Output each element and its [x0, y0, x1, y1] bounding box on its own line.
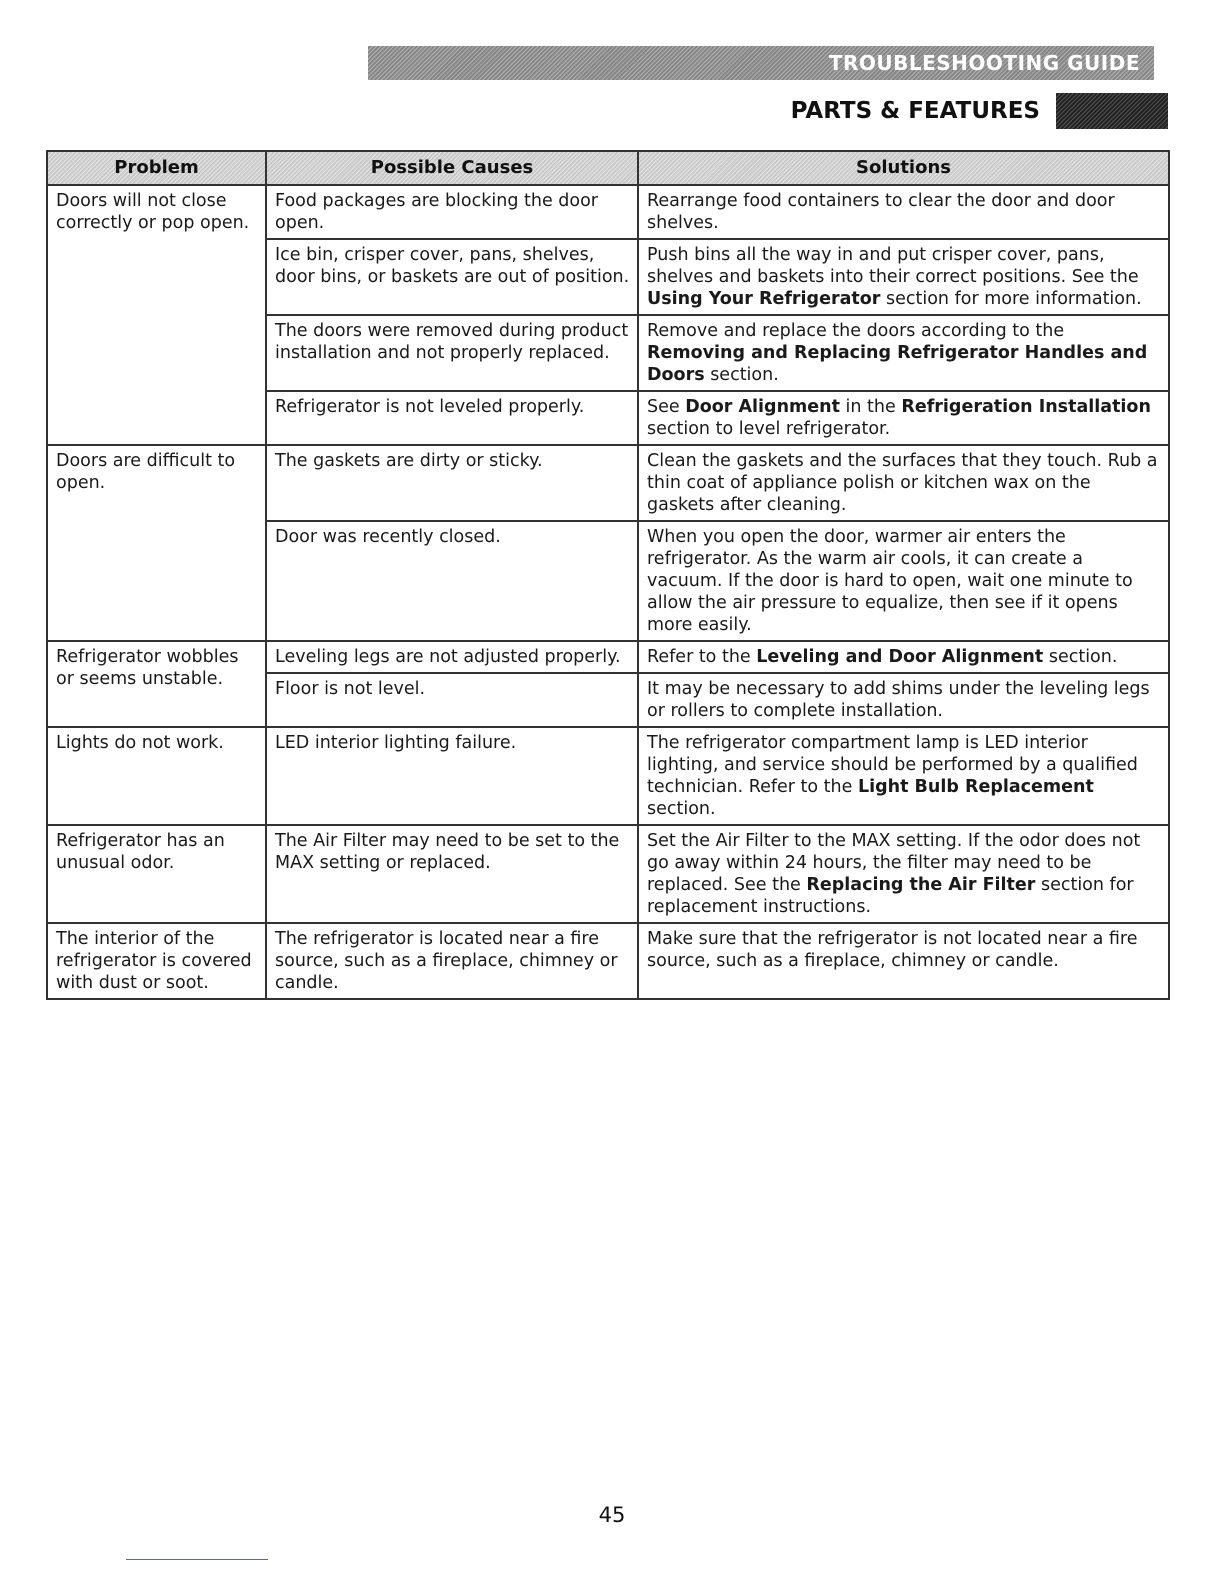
table-row	[47, 185, 1169, 239]
solution-cell	[638, 521, 1169, 641]
cause-cell: The refrigerator is located near a fire source, such as a fireplace, chimney or candle.	[266, 923, 638, 999]
solution-text: section.	[647, 799, 716, 819]
cause-cell: Ice bin, crisper cover, pans, shelves, door bins, or baskets are out of position.	[266, 239, 638, 315]
cause-cell: Door was recently closed.	[266, 521, 638, 641]
solution-reference: Leveling and Door Alignment	[756, 647, 1044, 667]
solution-text: Remove and replace the doors according to the	[647, 321, 1065, 341]
solution-cell	[638, 445, 1169, 521]
page-title: PARTS & FEATURES	[790, 98, 1040, 124]
page-number: 45	[598, 1503, 626, 1527]
footer-rule	[126, 1559, 268, 1560]
solution-cell	[638, 239, 1169, 315]
solution-text: Clean the gaskets and the surfaces that they touch. Rub a thin coat of appliance polish or kitchen wax on the gaskets after cleaning.	[647, 451, 1158, 515]
cause-cell: Floor is not level.	[266, 673, 638, 727]
solution-cell	[638, 727, 1169, 825]
solution-cell	[638, 825, 1169, 923]
solution-cell	[638, 641, 1169, 673]
cause-cell: The Air Filter may need to be set to the MAX setting or replaced.	[266, 825, 638, 923]
cause-cell: Food packages are blocking the door open.	[266, 185, 638, 239]
solution-text: section.	[704, 365, 779, 385]
solution-cell	[638, 673, 1169, 727]
solution-cell	[638, 185, 1169, 239]
cause-cell: The gaskets are dirty or sticky.	[266, 445, 638, 521]
solution-text: section for more information.	[880, 289, 1142, 309]
table-row	[47, 445, 1169, 521]
solution-cell	[638, 923, 1169, 999]
solution-text: Push bins all the way in and put crisper cover, pans, shelves and baskets into their correct positions. See the	[647, 245, 1139, 287]
solution-text: When you open the door, warmer air enters the refrigerator. As the warm air cools, it can create a vacuum. If the door is hard to open, wait one minute to allow the air pressure to equalize, then see if it opens more easily.	[647, 527, 1133, 635]
solution-text: section.	[1043, 647, 1118, 667]
solution-reference: Replacing the Air Filter	[806, 875, 1036, 895]
solution-cell	[638, 391, 1169, 445]
title-accent-block	[1056, 93, 1168, 129]
problem-cell: Doors will not close correctly or pop open.	[47, 185, 266, 445]
problem-cell: Refrigerator has an unusual odor.	[47, 825, 266, 923]
solution-reference: Light Bulb Replacement	[857, 777, 1094, 797]
table-row	[47, 923, 1169, 999]
solution-text: Rearrange food containers to clear the door and door shelves.	[647, 191, 1115, 233]
solution-text: The refrigerator compartment lamp is LED interior lighting, and service should be performed by a qualified technician. Refer to the	[647, 733, 1138, 797]
troubleshooting-table	[46, 150, 1170, 1000]
cause-cell: Leveling legs are not adjusted properly.	[266, 641, 638, 673]
problem-cell: Refrigerator wobbles or seems unstable.	[47, 641, 266, 727]
table-row	[47, 825, 1169, 923]
solution-text: section to level refrigerator.	[647, 419, 891, 439]
solution-text: It may be necessary to add shims under the leveling legs or rollers to complete installation.	[647, 679, 1150, 721]
solution-cell	[638, 315, 1169, 391]
table-header-row	[47, 151, 1169, 185]
solution-text: section for replacement instructions.	[647, 875, 1134, 917]
table-row	[47, 727, 1169, 825]
table-row	[47, 641, 1169, 673]
cause-cell: The doors were removed during product installation and not properly replaced.	[266, 315, 638, 391]
cause-cell: Refrigerator is not leveled properly.	[266, 391, 638, 445]
problem-cell: Lights do not work.	[47, 727, 266, 825]
solution-reference: Removing and Replacing Refrigerator Handles and Doors	[647, 343, 1148, 385]
section-banner	[368, 46, 1154, 80]
solution-reference: Refrigeration Installation	[901, 397, 1151, 417]
solution-text: Make sure that the refrigerator is not located near a fire source, such as a fireplace, chimney or candle.	[647, 929, 1138, 971]
header-possible-causes: Possible Causes	[266, 151, 638, 185]
header-solutions: Solutions	[638, 151, 1169, 185]
solution-reference: Using Your Refrigerator	[647, 289, 881, 309]
problem-cell: The interior of the refrigerator is covered with dust or soot.	[47, 923, 266, 999]
section-banner-text: TROUBLESHOOTING GUIDE	[828, 51, 1140, 75]
solution-text: Set the Air Filter to the MAX setting. If the odor does not go away within 24 hours, the filter may need to be replaced. See the	[647, 831, 1141, 895]
cause-cell: LED interior lighting failure.	[266, 727, 638, 825]
solution-text: in the	[839, 397, 902, 417]
solution-text: Refer to the	[647, 647, 757, 667]
header-problem: Problem	[47, 151, 266, 185]
problem-cell: Doors are difficult to open.	[47, 445, 266, 641]
table-body	[47, 185, 1169, 999]
solution-reference: Door Alignment	[685, 397, 840, 417]
solution-text: See	[647, 397, 686, 417]
